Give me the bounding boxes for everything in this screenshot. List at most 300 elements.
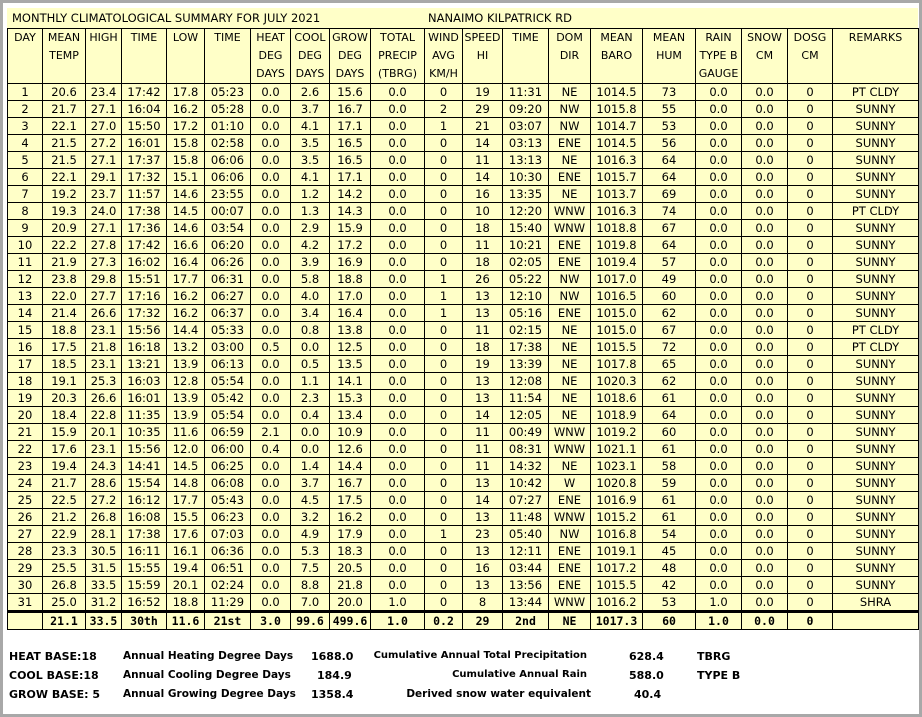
cell-snow-cm: 0.0: [742, 339, 788, 356]
cell-heat-deg-days: 0.0: [251, 237, 291, 254]
header-snow-cm: SNOW CM: [742, 29, 788, 84]
cell-cool-deg-days: 7.0: [291, 594, 330, 612]
cell-low-temp: 14.6: [167, 220, 205, 237]
cell-speed-time: 13:13: [503, 152, 549, 169]
snow-label: Derived snow water equivalent: [406, 688, 591, 700]
cell-snow-cm: 0.0: [742, 101, 788, 118]
cell-mean-baro: 1018.6: [591, 390, 643, 407]
cell-rain-gauge: 0.0: [696, 543, 742, 560]
cell-dosg-cm: 0: [788, 424, 833, 441]
cell-mean-hum: 53: [643, 594, 696, 612]
cell-dom-dir: WNW: [549, 441, 591, 458]
cell-mean-hum: 48: [643, 560, 696, 577]
cell-heat-deg-days: 0.0: [251, 390, 291, 407]
table-row: [8, 509, 919, 526]
cell-snow-cm: 0.0: [742, 169, 788, 186]
cell-speed-hi: 13: [463, 509, 503, 526]
cell-mean-hum: 54: [643, 526, 696, 543]
cell-heat-deg-days: 0.0: [251, 594, 291, 612]
header-cool-deg-days: COOL DEG DAYS: [291, 29, 330, 84]
cell-wind-avg: 1: [425, 271, 463, 288]
cell-total-precip: 0.0: [371, 169, 425, 186]
cell-low-temp: 18.8: [167, 594, 205, 612]
cell-high-temp: 23.4: [86, 84, 122, 101]
cell-day: 6: [8, 169, 43, 186]
cell-dom-dir: NW: [549, 118, 591, 135]
cell-high-temp: 31.2: [86, 594, 122, 612]
cell-grow-deg-days: 13.4: [330, 407, 371, 424]
cell-wind-avg: 0: [425, 424, 463, 441]
cell-low-time: 06:27: [205, 288, 251, 305]
cell-low-temp: 11.6: [167, 424, 205, 441]
cell-mean-hum: 45: [643, 543, 696, 560]
cell-mean-temp: 25.5: [43, 560, 86, 577]
cell-mean-baro: 1019.1: [591, 543, 643, 560]
cell-cool-deg-days: 3.5: [291, 152, 330, 169]
cell-heat-deg-days: 0.0: [251, 509, 291, 526]
cell-speed-time: 05:40: [503, 526, 549, 543]
total-mean-baro: 1017.3: [591, 612, 643, 630]
cell-speed-time: 09:20: [503, 101, 549, 118]
cell-grow-deg-days: 18.8: [330, 271, 371, 288]
header-low-time: TIME: [205, 29, 251, 84]
cell-low-time: 05:43: [205, 492, 251, 509]
cell-low-time: 06:08: [205, 475, 251, 492]
cell-mean-baro: 1019.8: [591, 237, 643, 254]
cell-low-time: 05:23: [205, 84, 251, 101]
table-row: [8, 356, 919, 373]
cell-mean-baro: 1015.5: [591, 339, 643, 356]
cell-low-time: 06:25: [205, 458, 251, 475]
cell-low-temp: 16.6: [167, 237, 205, 254]
cell-high-temp: 24.3: [86, 458, 122, 475]
cell-mean-temp: 20.9: [43, 220, 86, 237]
cell-wind-avg: 0: [425, 186, 463, 203]
cell-mean-temp: 21.5: [43, 135, 86, 152]
cell-heat-deg-days: 0.0: [251, 152, 291, 169]
cell-grow-deg-days: 15.3: [330, 390, 371, 407]
cell-remarks: SUNNY: [833, 390, 919, 407]
cell-snow-cm: 0.0: [742, 492, 788, 509]
cell-high-temp: 31.5: [86, 560, 122, 577]
cell-mean-baro: 1018.8: [591, 220, 643, 237]
cell-high-temp: 20.1: [86, 424, 122, 441]
cell-speed-hi: 11: [463, 424, 503, 441]
cell-rain-gauge: 0.0: [696, 101, 742, 118]
cell-dosg-cm: 0: [788, 560, 833, 577]
cell-dom-dir: WNW: [549, 424, 591, 441]
total-mean-hum: 60: [643, 612, 696, 630]
cell-speed-hi: 11: [463, 152, 503, 169]
cell-mean-baro: 1016.2: [591, 594, 643, 612]
cell-rain-gauge: 0.0: [696, 458, 742, 475]
cell-speed-time: 12:08: [503, 373, 549, 390]
cell-dom-dir: NE: [549, 322, 591, 339]
cell-remarks: PT CLDY: [833, 84, 919, 101]
cell-high-time: 13:21: [122, 356, 167, 373]
cell-low-time: 07:03: [205, 526, 251, 543]
cell-mean-baro: 1018.9: [591, 407, 643, 424]
cell-mean-hum: 64: [643, 407, 696, 424]
cell-mean-baro: 1016.9: [591, 492, 643, 509]
table-row: [8, 373, 919, 390]
cell-high-temp: 23.1: [86, 322, 122, 339]
cell-day: 26: [8, 509, 43, 526]
cell-speed-time: 12:20: [503, 203, 549, 220]
cell-dom-dir: ENE: [549, 577, 591, 594]
cell-high-time: 11:57: [122, 186, 167, 203]
cell-speed-hi: 26: [463, 271, 503, 288]
cell-high-temp: 30.5: [86, 543, 122, 560]
cell-low-temp: 16.4: [167, 254, 205, 271]
cell-rain-gauge: 0.0: [696, 152, 742, 169]
grow-label: Annual Growing Degree Days: [123, 688, 296, 700]
cell-dom-dir: ENE: [549, 560, 591, 577]
cell-high-temp: 27.0: [86, 118, 122, 135]
cell-high-time: 15:50: [122, 118, 167, 135]
cell-snow-cm: 0.0: [742, 135, 788, 152]
cell-high-time: 17:42: [122, 237, 167, 254]
cell-high-temp: 29.8: [86, 271, 122, 288]
cell-high-temp: 27.2: [86, 135, 122, 152]
cell-speed-hi: 13: [463, 475, 503, 492]
cell-low-temp: 13.9: [167, 390, 205, 407]
cell-mean-baro: 1014.7: [591, 118, 643, 135]
cell-snow-cm: 0.0: [742, 407, 788, 424]
cell-mean-baro: 1016.3: [591, 203, 643, 220]
cell-low-time: 05:28: [205, 101, 251, 118]
cell-total-precip: 0.0: [371, 305, 425, 322]
cell-mean-hum: 69: [643, 186, 696, 203]
cell-day: 30: [8, 577, 43, 594]
cell-day: 15: [8, 322, 43, 339]
cell-heat-deg-days: 0.0: [251, 288, 291, 305]
cell-mean-temp: 22.1: [43, 169, 86, 186]
cell-speed-time: 07:27: [503, 492, 549, 509]
cell-low-temp: 12.0: [167, 441, 205, 458]
cell-grow-deg-days: 14.3: [330, 203, 371, 220]
cell-wind-avg: 1: [425, 526, 463, 543]
cell-high-time: 16:02: [122, 254, 167, 271]
cell-wind-avg: 0: [425, 254, 463, 271]
cell-total-precip: 0.0: [371, 203, 425, 220]
cell-heat-deg-days: 0.0: [251, 322, 291, 339]
cell-day: 7: [8, 186, 43, 203]
cell-remarks: SUNNY: [833, 152, 919, 169]
table-row: [8, 458, 919, 475]
cell-total-precip: 0.0: [371, 186, 425, 203]
cell-speed-hi: 13: [463, 390, 503, 407]
cell-low-temp: 17.6: [167, 526, 205, 543]
station-name: NANAIMO KILPATRICK RD: [428, 11, 572, 25]
cell-heat-deg-days: 0.0: [251, 118, 291, 135]
table-row: [8, 560, 919, 577]
cell-snow-cm: 0.0: [742, 203, 788, 220]
cell-high-temp: 27.3: [86, 254, 122, 271]
cell-grow-deg-days: 20.5: [330, 560, 371, 577]
cell-total-precip: 0.0: [371, 152, 425, 169]
cell-mean-hum: 56: [643, 135, 696, 152]
cell-dosg-cm: 0: [788, 526, 833, 543]
cell-dom-dir: WNW: [549, 509, 591, 526]
cell-rain-gauge: 0.0: [696, 407, 742, 424]
cell-dosg-cm: 0: [788, 288, 833, 305]
cell-dosg-cm: 0: [788, 237, 833, 254]
cell-speed-hi: 13: [463, 305, 503, 322]
cell-snow-cm: 0.0: [742, 220, 788, 237]
cell-low-temp: 17.8: [167, 84, 205, 101]
cell-total-precip: 0.0: [371, 458, 425, 475]
table-body: [8, 84, 919, 630]
cell-mean-temp: 22.1: [43, 118, 86, 135]
cell-mean-temp: 20.3: [43, 390, 86, 407]
header-mean-hum: MEAN HUM: [643, 29, 696, 84]
cell-mean-baro: 1017.8: [591, 356, 643, 373]
cell-remarks: SUNNY: [833, 492, 919, 509]
cell-dom-dir: NE: [549, 407, 591, 424]
cell-cool-deg-days: 2.9: [291, 220, 330, 237]
cell-low-temp: 12.8: [167, 373, 205, 390]
cell-rain-gauge: 0.0: [696, 475, 742, 492]
cell-mean-temp: 21.4: [43, 305, 86, 322]
cell-day: 9: [8, 220, 43, 237]
cell-speed-time: 11:48: [503, 509, 549, 526]
cell-rain-gauge: 0.0: [696, 356, 742, 373]
cell-grow-deg-days: 16.9: [330, 254, 371, 271]
cell-remarks: SUNNY: [833, 254, 919, 271]
cell-speed-hi: 18: [463, 339, 503, 356]
cell-rain-gauge: 0.0: [696, 577, 742, 594]
cell-high-temp: 23.1: [86, 356, 122, 373]
cell-dosg-cm: 0: [788, 203, 833, 220]
cell-total-precip: 0.0: [371, 509, 425, 526]
cell-mean-hum: 55: [643, 101, 696, 118]
cell-wind-avg: 2: [425, 101, 463, 118]
header-row: [8, 29, 919, 84]
cell-grow-deg-days: 16.2: [330, 509, 371, 526]
cell-wind-avg: 0: [425, 492, 463, 509]
cell-grow-deg-days: 16.7: [330, 475, 371, 492]
cell-high-time: 16:08: [122, 509, 167, 526]
cell-wind-avg: 0: [425, 475, 463, 492]
cell-low-temp: 15.8: [167, 152, 205, 169]
cell-speed-hi: 10: [463, 203, 503, 220]
cell-total-precip: 0.0: [371, 526, 425, 543]
cell-low-temp: 17.7: [167, 492, 205, 509]
cell-dosg-cm: 0: [788, 186, 833, 203]
cell-speed-time: 00:49: [503, 424, 549, 441]
cell-high-temp: 27.2: [86, 492, 122, 509]
cell-dosg-cm: 0: [788, 101, 833, 118]
cell-heat-deg-days: 0.0: [251, 526, 291, 543]
cell-cool-deg-days: 8.8: [291, 577, 330, 594]
cell-speed-time: 11:54: [503, 390, 549, 407]
cell-day: 19: [8, 390, 43, 407]
cell-remarks: SUNNY: [833, 237, 919, 254]
cell-speed-time: 10:30: [503, 169, 549, 186]
snow-value: 40.4: [634, 688, 662, 701]
cell-dom-dir: ENE: [549, 492, 591, 509]
cell-high-time: 16:12: [122, 492, 167, 509]
cell-mean-hum: 59: [643, 475, 696, 492]
cell-high-temp: 27.1: [86, 152, 122, 169]
cell-snow-cm: 0.0: [742, 237, 788, 254]
total-mean-temp: 21.1: [43, 612, 86, 630]
cell-speed-time: 02:05: [503, 254, 549, 271]
cell-low-temp: 14.4: [167, 322, 205, 339]
cell-wind-avg: 0: [425, 458, 463, 475]
cell-total-precip: 0.0: [371, 271, 425, 288]
header-wind-avg: WIND AVG KM/H: [425, 29, 463, 84]
cell-grow-deg-days: 17.1: [330, 118, 371, 135]
cell-day: 12: [8, 271, 43, 288]
cell-heat-deg-days: 0.0: [251, 577, 291, 594]
cell-speed-time: 03:07: [503, 118, 549, 135]
cell-speed-hi: 13: [463, 288, 503, 305]
cell-mean-temp: 21.9: [43, 254, 86, 271]
cell-high-temp: 23.7: [86, 186, 122, 203]
cell-high-time: 16:03: [122, 373, 167, 390]
cell-dom-dir: NW: [549, 526, 591, 543]
cell-mean-temp: 20.6: [43, 84, 86, 101]
cell-total-precip: 0.0: [371, 424, 425, 441]
cell-dosg-cm: 0: [788, 594, 833, 612]
cell-speed-time: 12:10: [503, 288, 549, 305]
cell-high-temp: 26.8: [86, 509, 122, 526]
cell-speed-hi: 14: [463, 169, 503, 186]
cell-remarks: SUNNY: [833, 135, 919, 152]
cell-mean-hum: 72: [643, 339, 696, 356]
cell-snow-cm: 0.0: [742, 152, 788, 169]
cell-day: 21: [8, 424, 43, 441]
cell-snow-cm: 0.0: [742, 509, 788, 526]
cell-dosg-cm: 0: [788, 492, 833, 509]
cell-mean-temp: 19.2: [43, 186, 86, 203]
cell-mean-hum: 53: [643, 118, 696, 135]
total-speed-time: 2nd: [503, 612, 549, 630]
cell-dom-dir: ENE: [549, 543, 591, 560]
cell-high-time: 16:18: [122, 339, 167, 356]
total-snow-cm: 0.0: [742, 612, 788, 630]
cell-mean-temp: 22.2: [43, 237, 86, 254]
cell-day: 1: [8, 84, 43, 101]
cell-day: 28: [8, 543, 43, 560]
cell-low-temp: 19.4: [167, 560, 205, 577]
table-row: [8, 441, 919, 458]
cell-speed-hi: 13: [463, 543, 503, 560]
cell-mean-baro: 1020.3: [591, 373, 643, 390]
cell-day: 25: [8, 492, 43, 509]
cell-grow-deg-days: 14.2: [330, 186, 371, 203]
cell-heat-deg-days: 2.1: [251, 424, 291, 441]
climate-summary-sheet: [7, 8, 918, 630]
cell-wind-avg: 0: [425, 373, 463, 390]
cell-remarks: PT CLDY: [833, 322, 919, 339]
cell-dosg-cm: 0: [788, 509, 833, 526]
cell-heat-deg-days: 0.0: [251, 407, 291, 424]
cell-low-time: 06:26: [205, 254, 251, 271]
cell-heat-deg-days: 0.0: [251, 543, 291, 560]
cell-mean-hum: 73: [643, 84, 696, 101]
cell-mean-hum: 67: [643, 322, 696, 339]
cell-low-temp: 15.1: [167, 169, 205, 186]
cell-rain-gauge: 0.0: [696, 526, 742, 543]
cell-mean-baro: 1016.8: [591, 526, 643, 543]
cell-cool-deg-days: 0.0: [291, 441, 330, 458]
cell-rain-gauge: 0.0: [696, 424, 742, 441]
header-high-temp: HIGH: [86, 29, 122, 84]
cell-snow-cm: 0.0: [742, 526, 788, 543]
cell-high-time: 17:42: [122, 84, 167, 101]
cell-total-precip: 0.0: [371, 407, 425, 424]
cell-dosg-cm: 0: [788, 84, 833, 101]
header-day: DAY: [8, 29, 43, 84]
cell-speed-time: 08:31: [503, 441, 549, 458]
cell-remarks: SUNNY: [833, 407, 919, 424]
cell-grow-deg-days: 14.4: [330, 458, 371, 475]
cell-rain-gauge: 0.0: [696, 203, 742, 220]
cell-wind-avg: 0: [425, 84, 463, 101]
cell-low-temp: 16.2: [167, 305, 205, 322]
cell-low-temp: 14.5: [167, 203, 205, 220]
cell-mean-baro: 1014.5: [591, 84, 643, 101]
total-cool-deg-days: 99.6: [291, 612, 330, 630]
cell-low-temp: 13.2: [167, 339, 205, 356]
cell-rain-gauge: 0.0: [696, 271, 742, 288]
cell-high-temp: 29.1: [86, 169, 122, 186]
cell-speed-time: 05:22: [503, 271, 549, 288]
cell-total-precip: 0.0: [371, 135, 425, 152]
cell-mean-temp: 19.4: [43, 458, 86, 475]
total-dosg-cm: 0: [788, 612, 833, 630]
cell-speed-time: 03:44: [503, 560, 549, 577]
cell-low-time: 06:31: [205, 271, 251, 288]
cell-speed-hi: 8: [463, 594, 503, 612]
cell-mean-temp: 21.7: [43, 101, 86, 118]
cell-speed-hi: 16: [463, 186, 503, 203]
cell-dom-dir: NW: [549, 101, 591, 118]
cell-low-time: 06:59: [205, 424, 251, 441]
cell-rain-gauge: 0.0: [696, 339, 742, 356]
cell-high-temp: 26.6: [86, 390, 122, 407]
cell-grow-deg-days: 12.5: [330, 339, 371, 356]
cell-day: 11: [8, 254, 43, 271]
cell-wind-avg: 0: [425, 356, 463, 373]
cell-speed-hi: 11: [463, 441, 503, 458]
cell-high-time: 15:51: [122, 271, 167, 288]
cell-high-time: 17:37: [122, 152, 167, 169]
cell-heat-deg-days: 0.0: [251, 101, 291, 118]
cell-total-precip: 0.0: [371, 475, 425, 492]
cell-mean-hum: 64: [643, 169, 696, 186]
cell-wind-avg: 0: [425, 203, 463, 220]
cell-high-time: 17:32: [122, 169, 167, 186]
cell-mean-temp: 25.0: [43, 594, 86, 612]
cell-speed-hi: 14: [463, 135, 503, 152]
cell-mean-baro: 1016.5: [591, 288, 643, 305]
table-row: [8, 169, 919, 186]
cell-wind-avg: 0: [425, 339, 463, 356]
cell-mean-hum: 64: [643, 152, 696, 169]
cell-wind-avg: 0: [425, 407, 463, 424]
cell-speed-hi: 16: [463, 560, 503, 577]
cell-mean-hum: 42: [643, 577, 696, 594]
cell-low-time: 06:00: [205, 441, 251, 458]
cell-mean-baro: 1015.7: [591, 169, 643, 186]
cell-snow-cm: 0.0: [742, 458, 788, 475]
cell-grow-deg-days: 20.0: [330, 594, 371, 612]
cell-dom-dir: ENE: [549, 254, 591, 271]
